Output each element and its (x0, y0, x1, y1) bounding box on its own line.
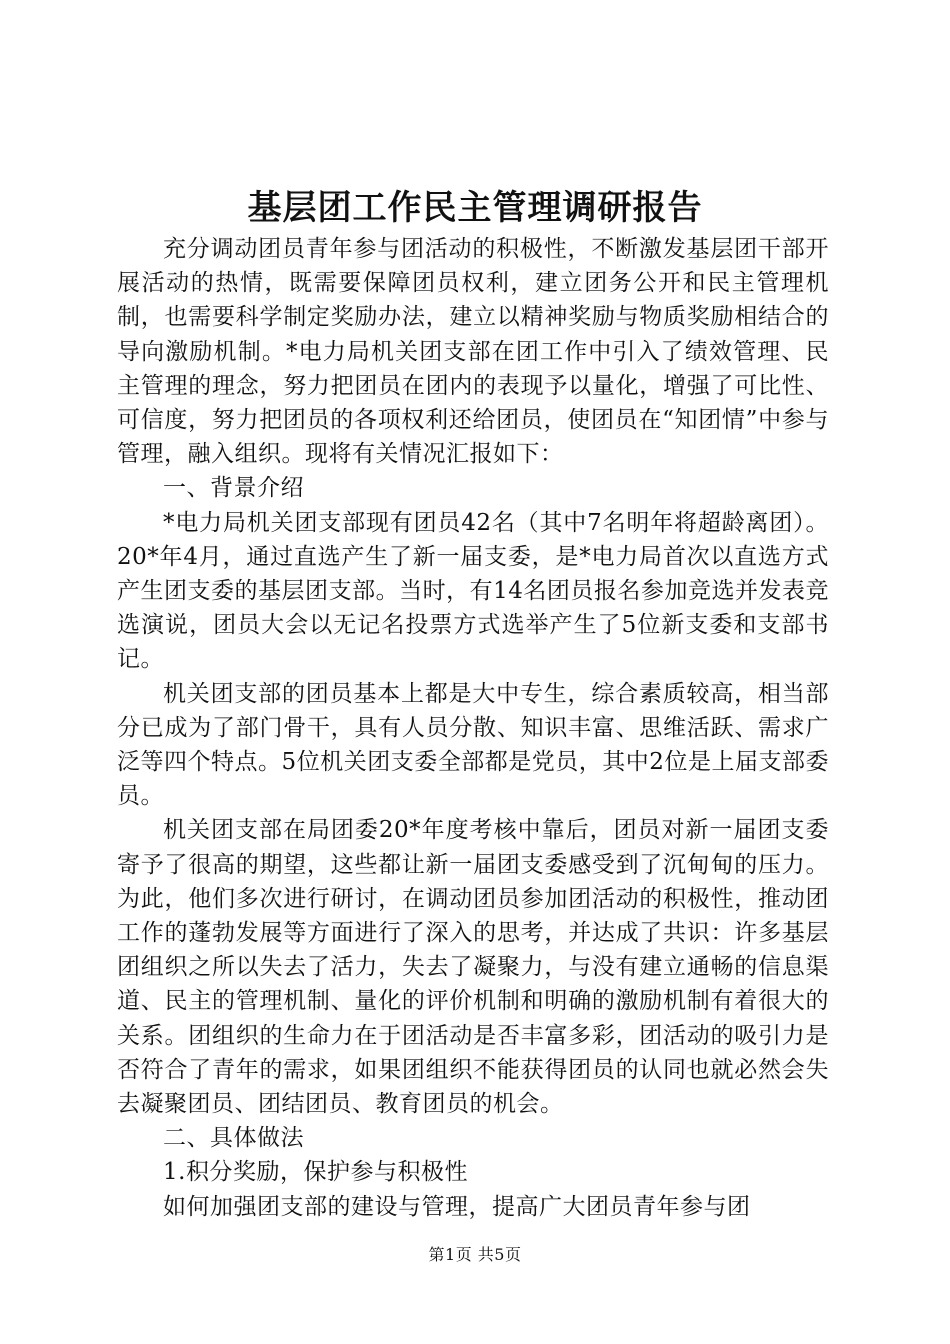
paragraph-intro: 充分调动团员青年参与团活动的积极性，不断激发基层团干部开展活动的热情，既需要保障团员权利，建立团务公开和民主管理机制，也需要科学制定奖励办法，建立以精神奖励与物质奖励相结合的导向激励机制。*电力局机关团支部在团工作中引入了绩效管理、民主管理的理念，努力把团员在团内的表现予以量化，增强了可比性、可信度，努力把团员的各项权利还给团员，使团员在“知团情”中参与管理，融入组织。现将有关情况汇报如下： (117, 236, 829, 468)
page-footer: 第1页 共5页 (428, 1245, 522, 1264)
section-heading-methods: 二、具体做法 (163, 1125, 304, 1152)
section-heading-background: 一、背景介绍 (163, 475, 304, 502)
paragraph-methods-1: 如何加强团支部的建设与管理，提高广大团员青年参与团 (163, 1193, 751, 1220)
document-title: 基层团工作民主管理调研报告 (247, 188, 703, 228)
document-body (117, 232, 829, 1224)
paragraph-background-2: 机关团支部的团员基本上都是大中专生，综合素质较高，相当部分已成为了部门骨干，具有人员分散、知识丰富、思维活跃、需求广泛等四个特点。5位机关团支委全部都是党员，其中2位是上届支部委员。 (117, 680, 829, 810)
subsection-heading-points-reward: 1.积分奖励，保护参与积极性 (163, 1159, 468, 1186)
paragraph-background-1: *电力局机关团支部现有团员42名（其中7名明年将超龄离团）。20*年4月，通过直选产生了新一届支委，是*电力局首次以直选方式产生团支委的基层团支部。当时，有14名团员报名参加竞选并发表竞选演说，团员大会以无记名投票方式选举产生了5位新支委和支部书记。 (117, 509, 829, 673)
paragraph-background-3: 机关团支部在局团委20*年度考核中靠后，团员对新一届团支委寄予了很高的期望，这些都让新一届团支委感受到了沉甸甸的压力。为此，他们多次进行研讨，在调动团员参加团活动的积极性，推动团工作的蓬勃发展等方面进行了深入的思考，并达成了共识：许多基层团组织之所以失去了活力，失去了凝聚力，与没有建立通畅的信息渠道、民主的管理机制、量化的评价机制和明确的激励机制有着很大的关系。团组织的生命力在于团活动是否丰富多彩，团活动的吸引力是否符合了青年的需求，如果团组织不能获得团员的认同也就必然会失去凝聚团员、团结团员、教育团员的机会。 (117, 817, 829, 1118)
